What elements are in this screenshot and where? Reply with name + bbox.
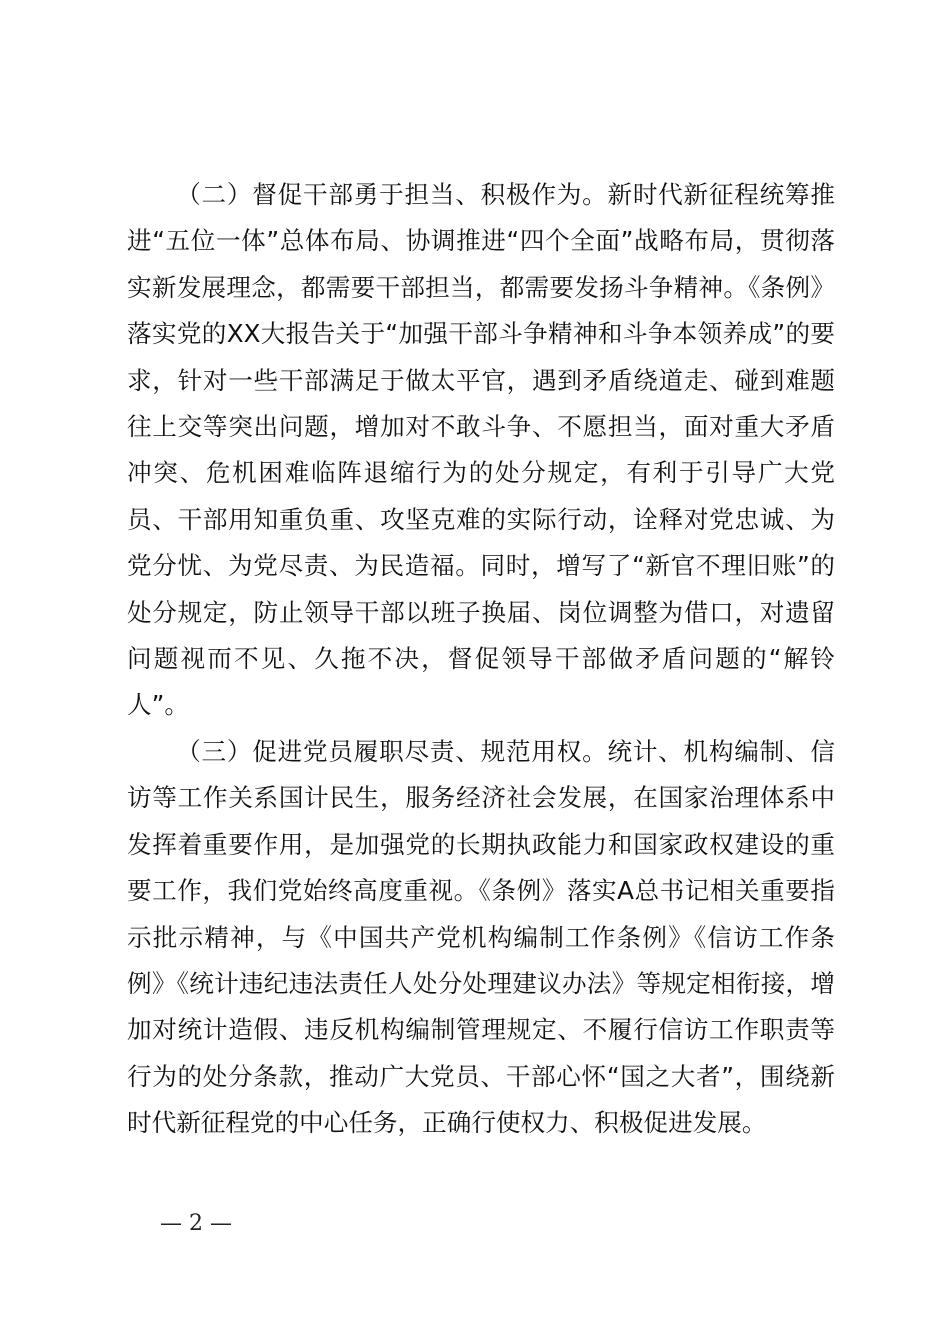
page-number: — 2 — bbox=[160, 1211, 232, 1236]
paragraph-section-3: （三）促进党员履职尽责、规范用权。统计、机构编制、信访等工作关系国计民生，服务经济社会发展，在国家治理体系中发挥着重要作用，是加强党的长期执政能力和国家政权建设的重要工作，我们党始终高度重视。《条例》落实A总书记相关重要指示批示精神，与《中国共产党机构编制工作条例》《信访工作条例》《统计违纪违法责任人处分处理建议办法》等规定相衔接，增加对统计造假、违反机构编制管理规定、不履行信访工作职责等行为的处分条款，推动广大党员、干部心怀“国之大者”，围绕新时代新征程党的中心任务，正确行使权力、积极促进发展。 bbox=[127, 736, 835, 1138]
paragraph-section-2: （二）督促干部勇于担当、积极作为。新时代新征程统筹推进“五位一体”总体布局、协调推进“四个全面”战略布局，贯彻落实新发展理念，都需要干部担当，都需要发扬斗争精神。《条例》落实党的XX大报告关于“加强干部斗争精神和斗争本领养成”的要求，针对一些干部满足于做太平官，遇到矛盾绕道走、碰到难题往上交等突出问题，增加对不敢斗争、不愿担当，面对重大矛盾冲突、危机困难临阵退缩行为的处分规定，有利于引导广大党员、干部用知重负重、攻坚克难的实际行动，诠释对党忠诚、为党分忧、为党尽责、为民造福。同时，增写了“新官不理旧账”的处分规定，防止领导干部以班子换届、岗位调整为借口，对遗留问题视而不见、久拖不决，督促领导干部做矛盾问题的“解铃人”。 bbox=[127, 180, 835, 720]
document-body bbox=[127, 172, 835, 1147]
